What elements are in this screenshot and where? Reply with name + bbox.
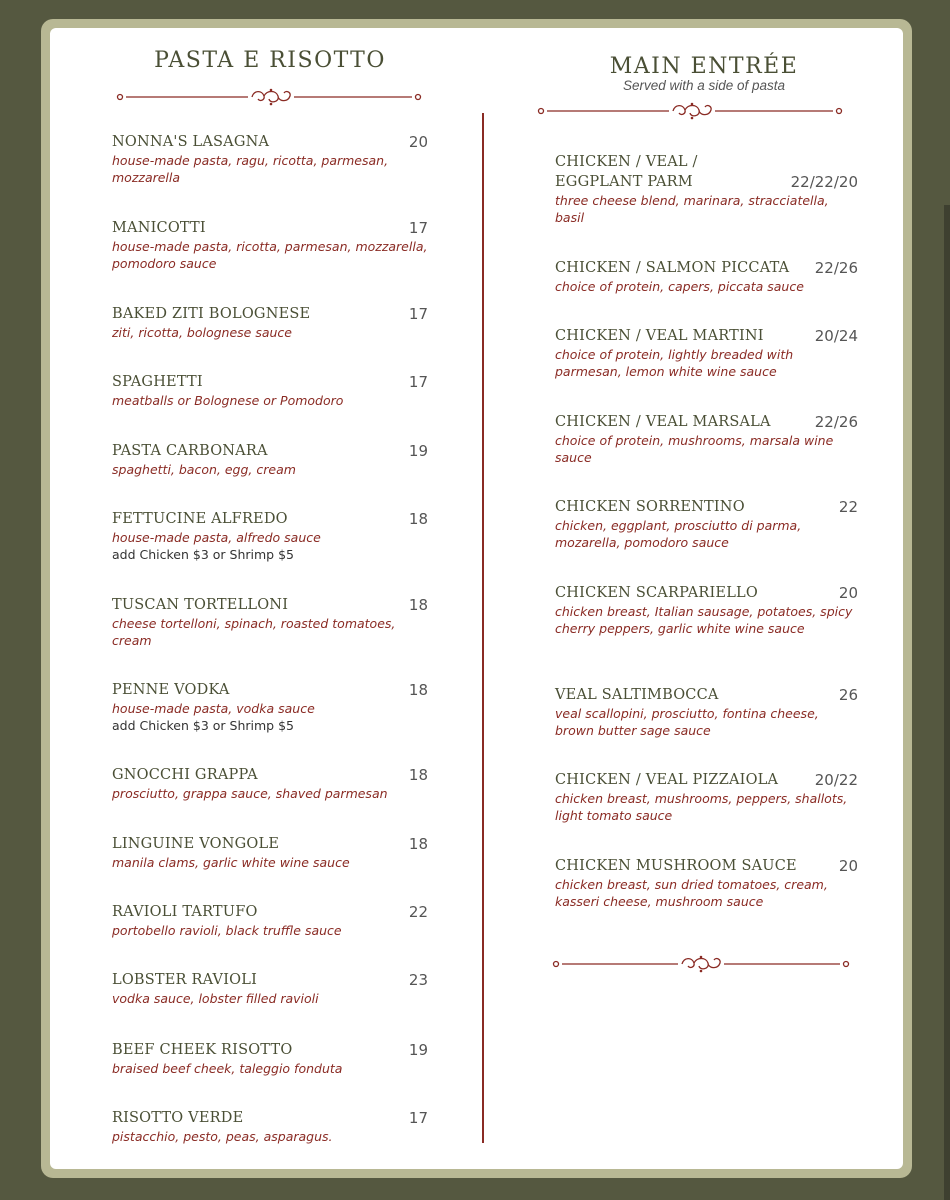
menu-item-description: manila clams, garlic white wine sauce	[112, 855, 350, 870]
menu-item-name: CHICKEN / VEAL MARSALA	[555, 414, 771, 430]
menu-item-header	[112, 509, 428, 529]
menu-item-description: chicken breast, sun dried tomatoes, cream, kasseri cheese, mushroom sauce	[555, 877, 828, 909]
menu-item-price: 22/22/20	[790, 173, 858, 191]
menu-item	[555, 258, 858, 295]
menu-item-name: CHICKEN SCARPARIELLO	[555, 585, 758, 601]
menu-item-price: 22/26	[814, 259, 858, 277]
menu-item	[112, 132, 428, 186]
menu-item-price: 18	[408, 596, 428, 614]
menu-item-name: MANICOTTI	[112, 220, 206, 236]
menu-item-price: 20	[838, 584, 858, 602]
menu-item	[112, 1040, 428, 1077]
menu-item-price: 17	[408, 305, 428, 323]
menu-item-description: portobello ravioli, black truffle sauce	[112, 923, 342, 938]
menu-item-name: PENNE VODKA	[112, 682, 230, 698]
ornament-divider-icon	[114, 86, 424, 108]
menu-item-header	[555, 412, 858, 432]
entree-section-subtitle: Served with a side of pasta	[622, 78, 786, 93]
menu-item-header	[555, 770, 858, 790]
menu-item-description: choice of protein, lightly breaded with parmesan, lemon white wine sauce	[555, 347, 794, 379]
menu-item-name: BAKED ZITI BOLOGNESE	[112, 306, 311, 322]
menu-item	[555, 856, 858, 910]
menu-item-price: 17	[408, 1109, 428, 1127]
menu-item-description: choice of protein, capers, piccata sauce	[555, 279, 804, 294]
ornament-divider-icon	[535, 100, 845, 122]
menu-item-header	[555, 856, 858, 876]
pasta-section-title: PASTA E RISOTTO	[154, 48, 386, 73]
menu-item-name: BEEF CHEEK RISOTTO	[112, 1042, 293, 1058]
menu-item-description: ziti, ricotta, bolognese sauce	[112, 325, 292, 340]
menu-item-price: 18	[408, 510, 428, 528]
menu-item	[112, 1108, 428, 1145]
menu-item-price: 20	[408, 133, 428, 151]
menu-item-header	[555, 326, 858, 346]
menu-item-price: 23	[408, 971, 428, 989]
menu-item-price: 17	[408, 219, 428, 237]
menu-item-name: LINGUINE VONGOLE	[112, 836, 280, 852]
menu-item-description: chicken breast, Italian sausage, potatoes, spicy cherry peppers, garlic white wine sauce	[555, 604, 853, 636]
menu-item-description: house-made pasta, ragu, ricotta, parmesan, mozzarella	[112, 153, 389, 185]
menu-item-header	[555, 258, 858, 278]
menu-item-description: house-made pasta, alfredo sauce	[112, 530, 321, 545]
menu-item	[112, 680, 428, 734]
column-divider	[482, 113, 484, 1143]
menu-item-name: PASTA CARBONARA	[112, 443, 268, 459]
menu-item-header	[112, 304, 428, 324]
menu-item-header	[112, 595, 428, 615]
menu-item	[555, 497, 858, 551]
menu-item-name: CHICKEN SORRENTINO	[555, 499, 745, 515]
menu-item-description: choice of protein, mushrooms, marsala wine sauce	[555, 433, 834, 465]
scrollbar[interactable]	[944, 205, 950, 1200]
menu-item-description: cheese tortelloni, spinach, roasted tomatoes, cream	[112, 616, 396, 648]
menu-item-header	[112, 765, 428, 785]
menu-item-header	[112, 1040, 428, 1060]
menu-item-header	[112, 372, 428, 392]
menu-item	[112, 304, 428, 341]
entree-section-title: MAIN ENTRÉE	[609, 54, 799, 79]
menu-item-price: 18	[408, 681, 428, 699]
menu-item-name: GNOCCHI GRAPPA	[112, 767, 258, 783]
menu-item-price: 22/26	[814, 413, 858, 431]
menu-item-price: 26	[838, 686, 858, 704]
menu-item-price: 22	[408, 903, 428, 921]
menu-item-price: 20/24	[814, 327, 858, 345]
menu-item	[555, 583, 858, 637]
menu-item-name: CHICKEN / VEAL / EGGPLANT PARM	[555, 154, 698, 190]
menu-item	[555, 326, 858, 380]
menu-item-price: 17	[408, 373, 428, 391]
menu-item-description: prosciutto, grappa sauce, shaved parmesan	[112, 786, 388, 801]
menu-item-name: CHICKEN / SALMON PICCATA	[555, 260, 790, 276]
menu-item	[112, 372, 428, 409]
menu-item-description: house-made pasta, vodka sauce	[112, 701, 315, 716]
menu-item	[555, 412, 858, 466]
menu-item-description: three cheese blend, marinara, stracciatella, basil	[555, 193, 829, 225]
menu-item-description: house-made pasta, ricotta, parmesan, mozzarella, pomodoro sauce	[112, 239, 428, 271]
menu-item-price: 22	[838, 498, 858, 516]
menu-item-price: 19	[408, 1041, 428, 1059]
menu-item-name: VEAL SALTIMBOCCA	[555, 687, 719, 703]
menu-item-addon: add Chicken $3 or Shrimp $5	[112, 547, 294, 562]
menu-item-description: vodka sauce, lobster filled ravioli	[112, 991, 319, 1006]
menu-item-description: meatballs or Bolognese or Pomodoro	[112, 393, 344, 408]
menu-item	[555, 685, 858, 739]
menu-item-addon: add Chicken $3 or Shrimp $5	[112, 718, 294, 733]
menu-item-price: 18	[408, 766, 428, 784]
menu-item	[112, 834, 428, 871]
menu-item	[112, 441, 428, 478]
menu-item-description: spaghetti, bacon, egg, cream	[112, 462, 296, 477]
menu-item	[112, 902, 428, 939]
menu-item-header	[112, 680, 428, 700]
menu-item-price: 20/22	[814, 771, 858, 789]
menu-item-description: chicken breast, mushrooms, peppers, shallots, light tomato sauce	[555, 791, 848, 823]
menu-item-name: TUSCAN TORTELLONI	[112, 597, 289, 613]
menu-item-name: FETTUCINE ALFREDO	[112, 511, 288, 527]
menu-item-price: 18	[408, 835, 428, 853]
menu-item	[112, 509, 428, 563]
menu-item-header	[555, 152, 858, 192]
ornament-divider-icon	[550, 953, 860, 975]
menu-item-name: LOBSTER RAVIOLI	[112, 972, 257, 988]
menu-item-description: chicken, eggplant, prosciutto di parma, mozarella, pomodoro sauce	[555, 518, 802, 550]
menu-item-description: veal scallopini, prosciutto, fontina cheese, brown butter sage sauce	[555, 706, 819, 738]
menu-item-price: 19	[408, 442, 428, 460]
menu-item-header	[555, 685, 858, 705]
menu-item-header	[112, 218, 428, 238]
menu-item-price: 20	[838, 857, 858, 875]
menu-item-description: braised beef cheek, taleggio fonduta	[112, 1061, 343, 1076]
menu-item-name: CHICKEN / VEAL PIZZAIOLA	[555, 772, 779, 788]
menu-item-name: RISOTTO VERDE	[112, 1110, 244, 1126]
menu-item	[112, 765, 428, 802]
menu-item-name: CHICKEN MUSHROOM SAUCE	[555, 858, 797, 874]
menu-item-header	[112, 132, 428, 152]
menu-item-header	[555, 497, 858, 517]
menu-item-description: pistacchio, pesto, peas, asparagus.	[112, 1129, 333, 1144]
menu-item-header	[555, 583, 858, 603]
menu-item-name: SPAGHETTI	[112, 374, 203, 390]
menu-item-header	[112, 1108, 428, 1128]
menu-item-header	[112, 441, 428, 461]
menu-item-header	[112, 834, 428, 854]
menu-item	[112, 595, 428, 649]
menu-item	[112, 218, 428, 272]
menu-item-header	[112, 970, 428, 990]
menu-item-name: RAVIOLI TARTUFO	[112, 904, 258, 920]
menu-item	[555, 152, 858, 226]
menu-item-header	[112, 902, 428, 922]
menu-item-name: CHICKEN / VEAL MARTINI	[555, 328, 764, 344]
menu-item	[555, 770, 858, 824]
menu-item	[112, 970, 428, 1007]
menu-item-name: NONNA'S LASAGNA	[112, 134, 270, 150]
